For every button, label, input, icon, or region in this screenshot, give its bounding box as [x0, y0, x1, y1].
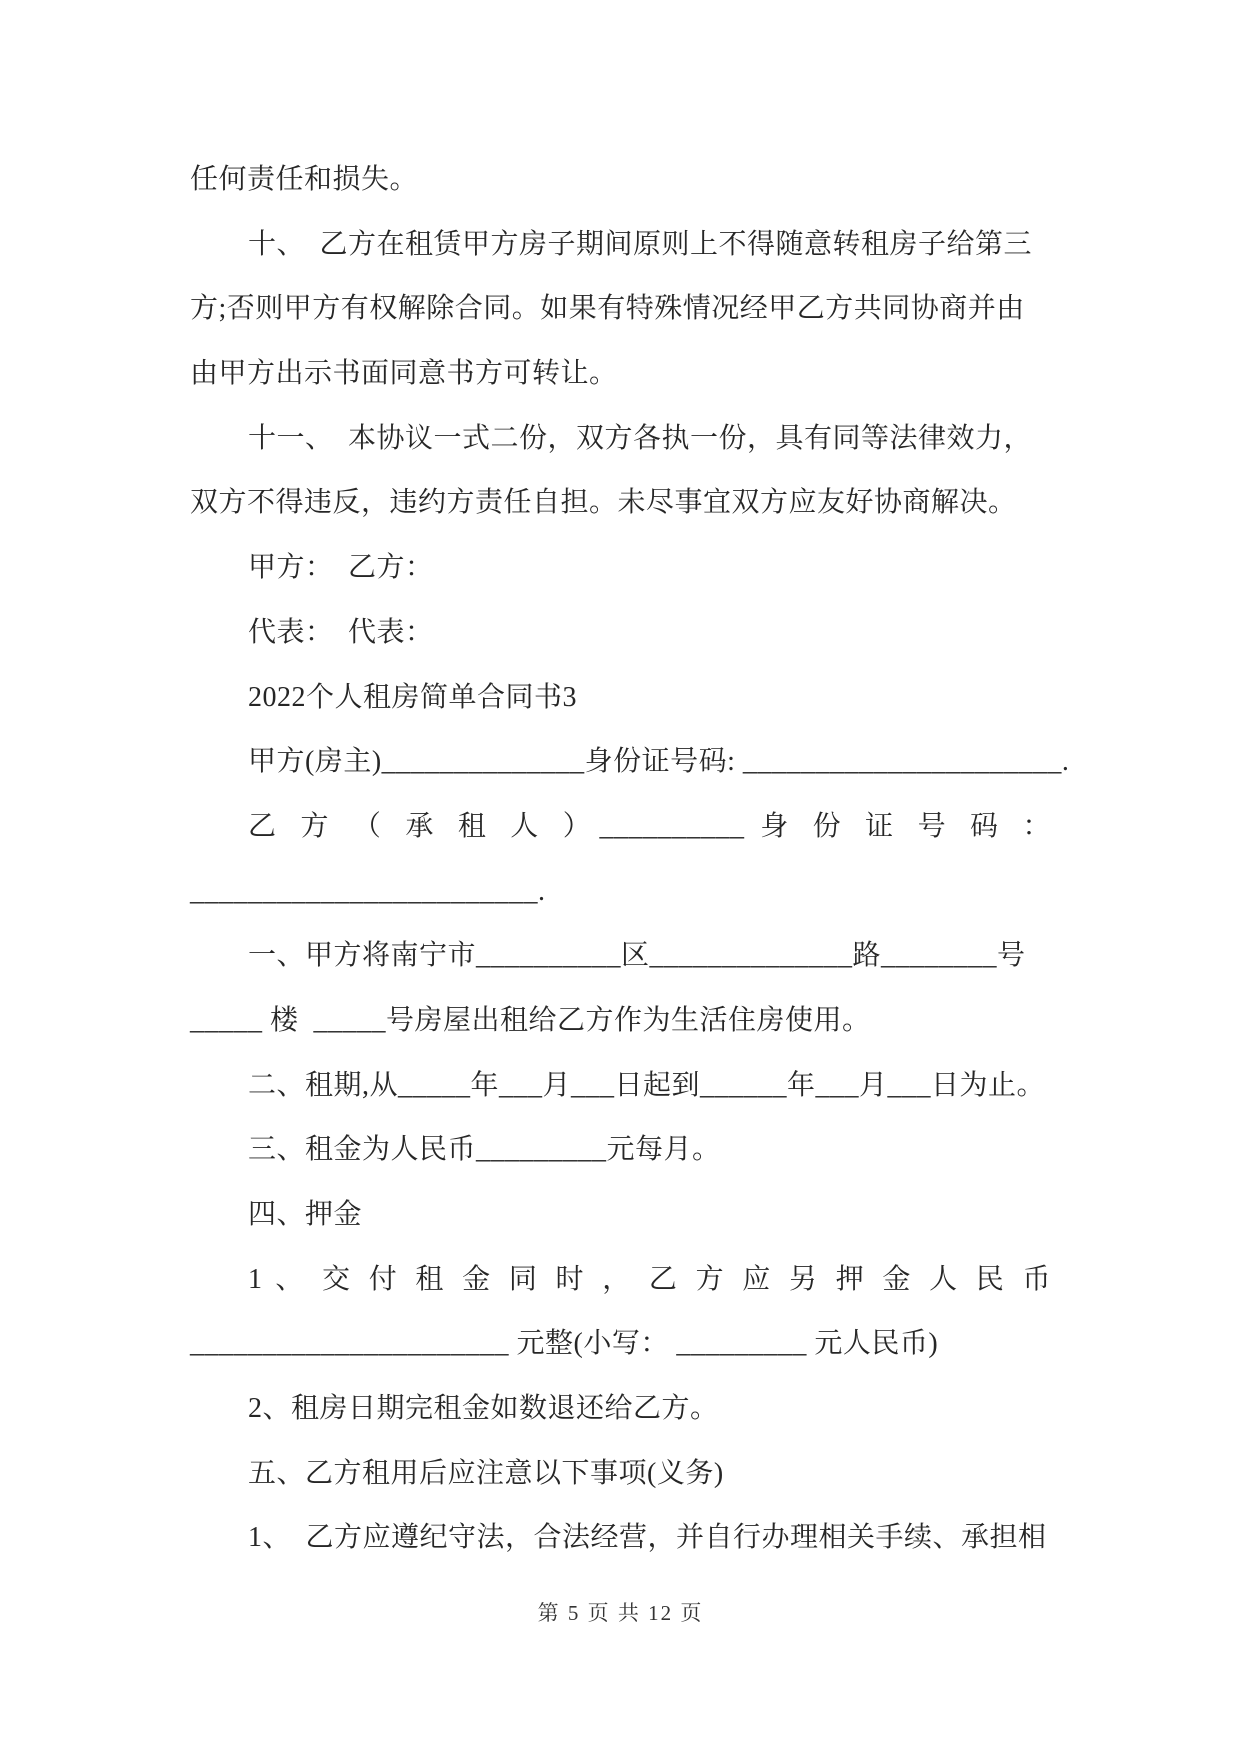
doc-line: 2、租房日期完租金如数退还给乙方。 [248, 1393, 719, 1425]
doc-line: 1、 乙方应遵纪守法，合法经营，并自行办理相关手续、承担相 [248, 1522, 1047, 1554]
doc-line: 方;否则甲方有权解除合同。如果有特殊情况经甲乙方共同协商并由 [190, 293, 1025, 325]
doc-line: 由甲方出示书面同意书方可转让。 [190, 358, 618, 390]
doc-line: 四、押金 [248, 1199, 363, 1230]
doc-line: 乙 方 （ 承 租 人 ）__________ 身 份 证 号 码 ： [248, 810, 1051, 842]
doc-line: 一、甲方将南宁市__________区______________路________号 [248, 940, 1026, 972]
doc-line: 三、租金为人民币_________元每月。 [248, 1134, 721, 1166]
doc-line: 双方不得违反，违约方责任自担。未尽事宜双方应友好协商解决。 [190, 487, 1017, 519]
doc-line: 2022个人租房简单合同书3 [248, 681, 578, 713]
doc-line: 二、租期,从_____年___月___日起到______年___月___日为止。 [248, 1069, 1046, 1101]
doc-line: ________________________. [190, 875, 546, 907]
document-body [190, 148, 1070, 1571]
doc-line: 甲方： 乙方： [248, 552, 434, 584]
doc-line: ______________________ 元整(小写： _________ 元人民币) [190, 1328, 939, 1360]
doc-line: 甲方(房主)______________身份证号码: ______________________. [248, 746, 1070, 778]
doc-line: 任何责任和损失。 [190, 164, 419, 195]
doc-line: 代表： 代表： [248, 616, 434, 648]
doc-line: 五、乙方租用后应注意以下事项(义务) [248, 1457, 724, 1489]
page-footer: 第 5 页 共 12 页 [537, 1601, 704, 1625]
doc-line: 十、 乙方在租赁甲方房子期间原则上不得随意转租房子给第三 [248, 228, 1033, 260]
doc-line: 十一、 本协议一式二份，双方各执一份，具有同等法律效力， [248, 422, 1033, 454]
doc-line: _____ 楼 _____号房屋出租给乙方作为生活住房使用。 [190, 1004, 871, 1036]
doc-line: 1 、 交 付 租 金 同 时 ， 乙 方 应 另 押 金 人 民 币 [248, 1263, 1051, 1295]
